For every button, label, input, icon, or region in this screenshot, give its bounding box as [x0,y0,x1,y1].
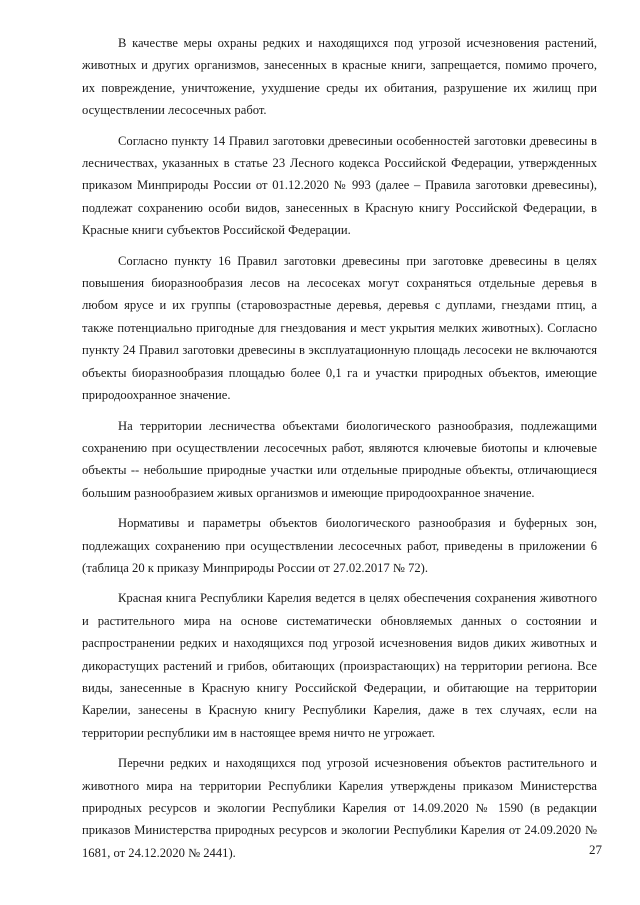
paragraph-norms-buffer-zones: Нормативы и параметры объектов биологического разнообразия и буферных зон, подлежащих сохранению при осуществлении лесосечных работ, приведены в приложении 6 (таблица 20 к приказу Минприроды России от 27.02.2017 № 72). [82,516,597,575]
paragraph-biodiversity-objects: На территории лесничества объектами биологического разнообразия, подлежащими сохранению при осуществлении лесосечных работ, являются ключевые биотопы и ключевые объекты -- небольшие природные участки или отдельные природные объекты, отличающиеся большим разнообразием живых организмов и имеющие природоохранное значение. [82,418,597,500]
document-body [82,32,597,872]
page-number: 27 [589,842,602,857]
paragraph-species-lists: Перечни редких и находящихся под угрозой исчезновения объектов растительного и животного мира на территории Республики Карелия утверждены приказом Министерства природных ресурсов и экологии Республики Карелия от 14.09.2020 № 1590 (в редакции приказов Министерства природных ресурсов и экологии Республики Карелия от 24.09.2020 № 1681, от 24.12.2020 № 2441). [82,756,597,860]
paragraph-rule-14: Согласно пункту 14 Правил заготовки древесиныи особенностей заготовки древесины в лесничествах, указанных в статье 23 Лесного кодекса Российской Федерации, утвержденных приказом Минприроды России от 01.12.2020 № 993 (далее – Правила заготовки древесины), подлежат сохранению особи видов, занесенных в Красную книгу Российской Федерации, в Красные книги субъектов Российской Федерации. [82,133,597,238]
paragraph-rule-16-24: Согласно пункту 16 Правил заготовки древесины при заготовке древесины в целях повышения биоразнообразия лесов на лесосеках могут сохраняться отдельные деревья в любом ярусе и их группы (старовозрастные деревья, деревья с дуплами, гнездами птиц, а также потенциально пригодные для гнездования и мест укрытия мелких животных). Согласно пункту 24 Правил заготовки древесины в эксплуатационную площадь лесосеки не включаются объекты биоразнообразия площадью более 0,1 га и участки природных объектов, имеющие природоохранное значение. [82,253,597,403]
paragraph-red-book-protection: В качестве меры охраны редких и находящихся под угрозой исчезновения растений, животных и других организмов, занесенных в красные книги, запрещается, помимо прочего, их повреждение, уничтожение, ухудшение среды их обитания, разрушение их жилищ при осуществлении лесосечных работ. [82,36,597,118]
paragraph-karelia-red-book: Красная книга Республики Карелия ведется в целях обеспечения сохранения животного и растительного мира на основе систематически обновляемых данных о состоянии и распространении редких и находящихся под угрозой исчезновения видов диких животных и дикорастущих растений и грибов, обитающих (произрастающих) на территории региона. Все виды, занесенные в Красную книгу Российской Федерации, и обитающие на территории Карелии, занесены в Красную книгу Республики Карелия, даже в тех случаях, если на территории республики им в настоящее время ничто не угрожает. [82,591,597,740]
